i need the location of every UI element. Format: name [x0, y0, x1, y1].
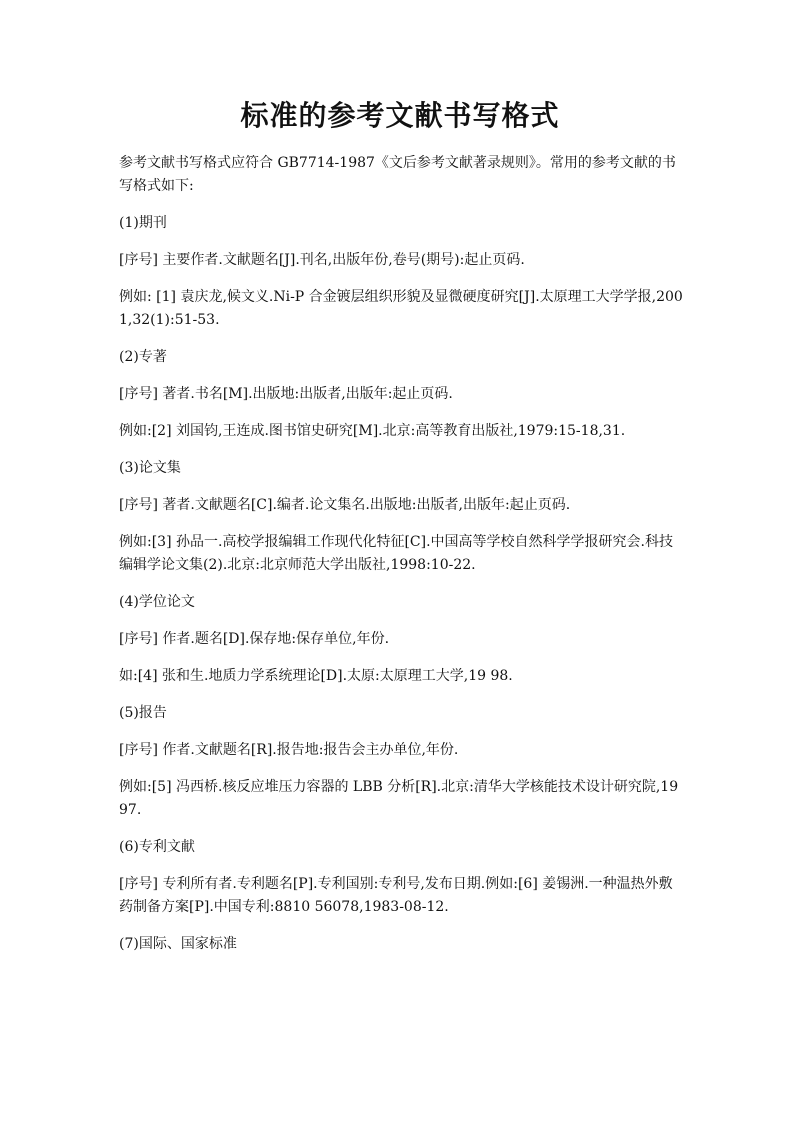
format-report: [序号] 作者.文献题名[R].报告地:报告会主办单位,年份. [119, 742, 459, 758]
format-patent: [序号] 专利所有者.专利题名[P].专利国别:专利号,发布日期.例如:[6] 姜锡洲.一种温热外敷药制备方案[P].中国专利:8810 56078,1983-08-12. [119, 876, 673, 915]
example-thesis: 如:[4] 张和生.地质力学系统理论[D].太原:太原理工大学,19 98. [119, 668, 513, 684]
example-journal: 例如: [1] 袁庆龙,候文义.Ni-P 合金镀层组织形貌及显微硬度研究[J].太原理工大学学报,2001,32(1):51-53. [119, 289, 683, 328]
section-heading-proceedings: (3)论文集 [119, 460, 181, 476]
example-report: 例如:[5] 冯西桥.核反应堆压力容器的 LBB 分析[R].北京:清华大学核能技术设计研究院,1997. [119, 779, 679, 818]
section-heading-standard: (7)国际、国家标准 [119, 936, 237, 952]
page-title: 标准的参考文献书写格式 [240, 99, 560, 132]
section-heading-journal: (1)期刊 [119, 215, 167, 231]
example-proceedings: 例如:[3] 孙品一.高校学报编辑工作现代化特征[C].中国高等学校自然科学学报研究会.科技编辑学论文集(2).北京:北京师范大学出版社,1998:10-22. [119, 534, 673, 573]
format-monograph: [序号] 著者.书名[M].出版地:出版者,出版年:起止页码. [119, 386, 453, 402]
format-proceedings: [序号] 著者.文献题名[C].编者.论文集名.出版地:出版者,出版年:起止页码. [119, 497, 571, 513]
format-journal: [序号] 主要作者.文献题名[J].刊名,出版年份,卷号(期号):起止页码. [119, 252, 525, 268]
section-heading-report: (5)报告 [119, 705, 167, 721]
section-heading-monograph: (2)专著 [119, 349, 167, 365]
intro-paragraph: 参考文献书写格式应符合 GB7714-1987《文后参考文献著录规则》。常用的参考文献的书写格式如下: [119, 155, 676, 194]
section-heading-thesis: (4)学位论文 [119, 594, 195, 610]
format-thesis: [序号] 作者.题名[D].保存地:保存单位,年份. [119, 631, 390, 647]
example-monograph: 例如:[2] 刘国钧,王连成.图书馆史研究[M].北京:高等教育出版社,1979:15-18,31. [119, 423, 626, 439]
section-heading-patent: (6)专利文献 [119, 839, 195, 855]
document-body [119, 152, 684, 970]
